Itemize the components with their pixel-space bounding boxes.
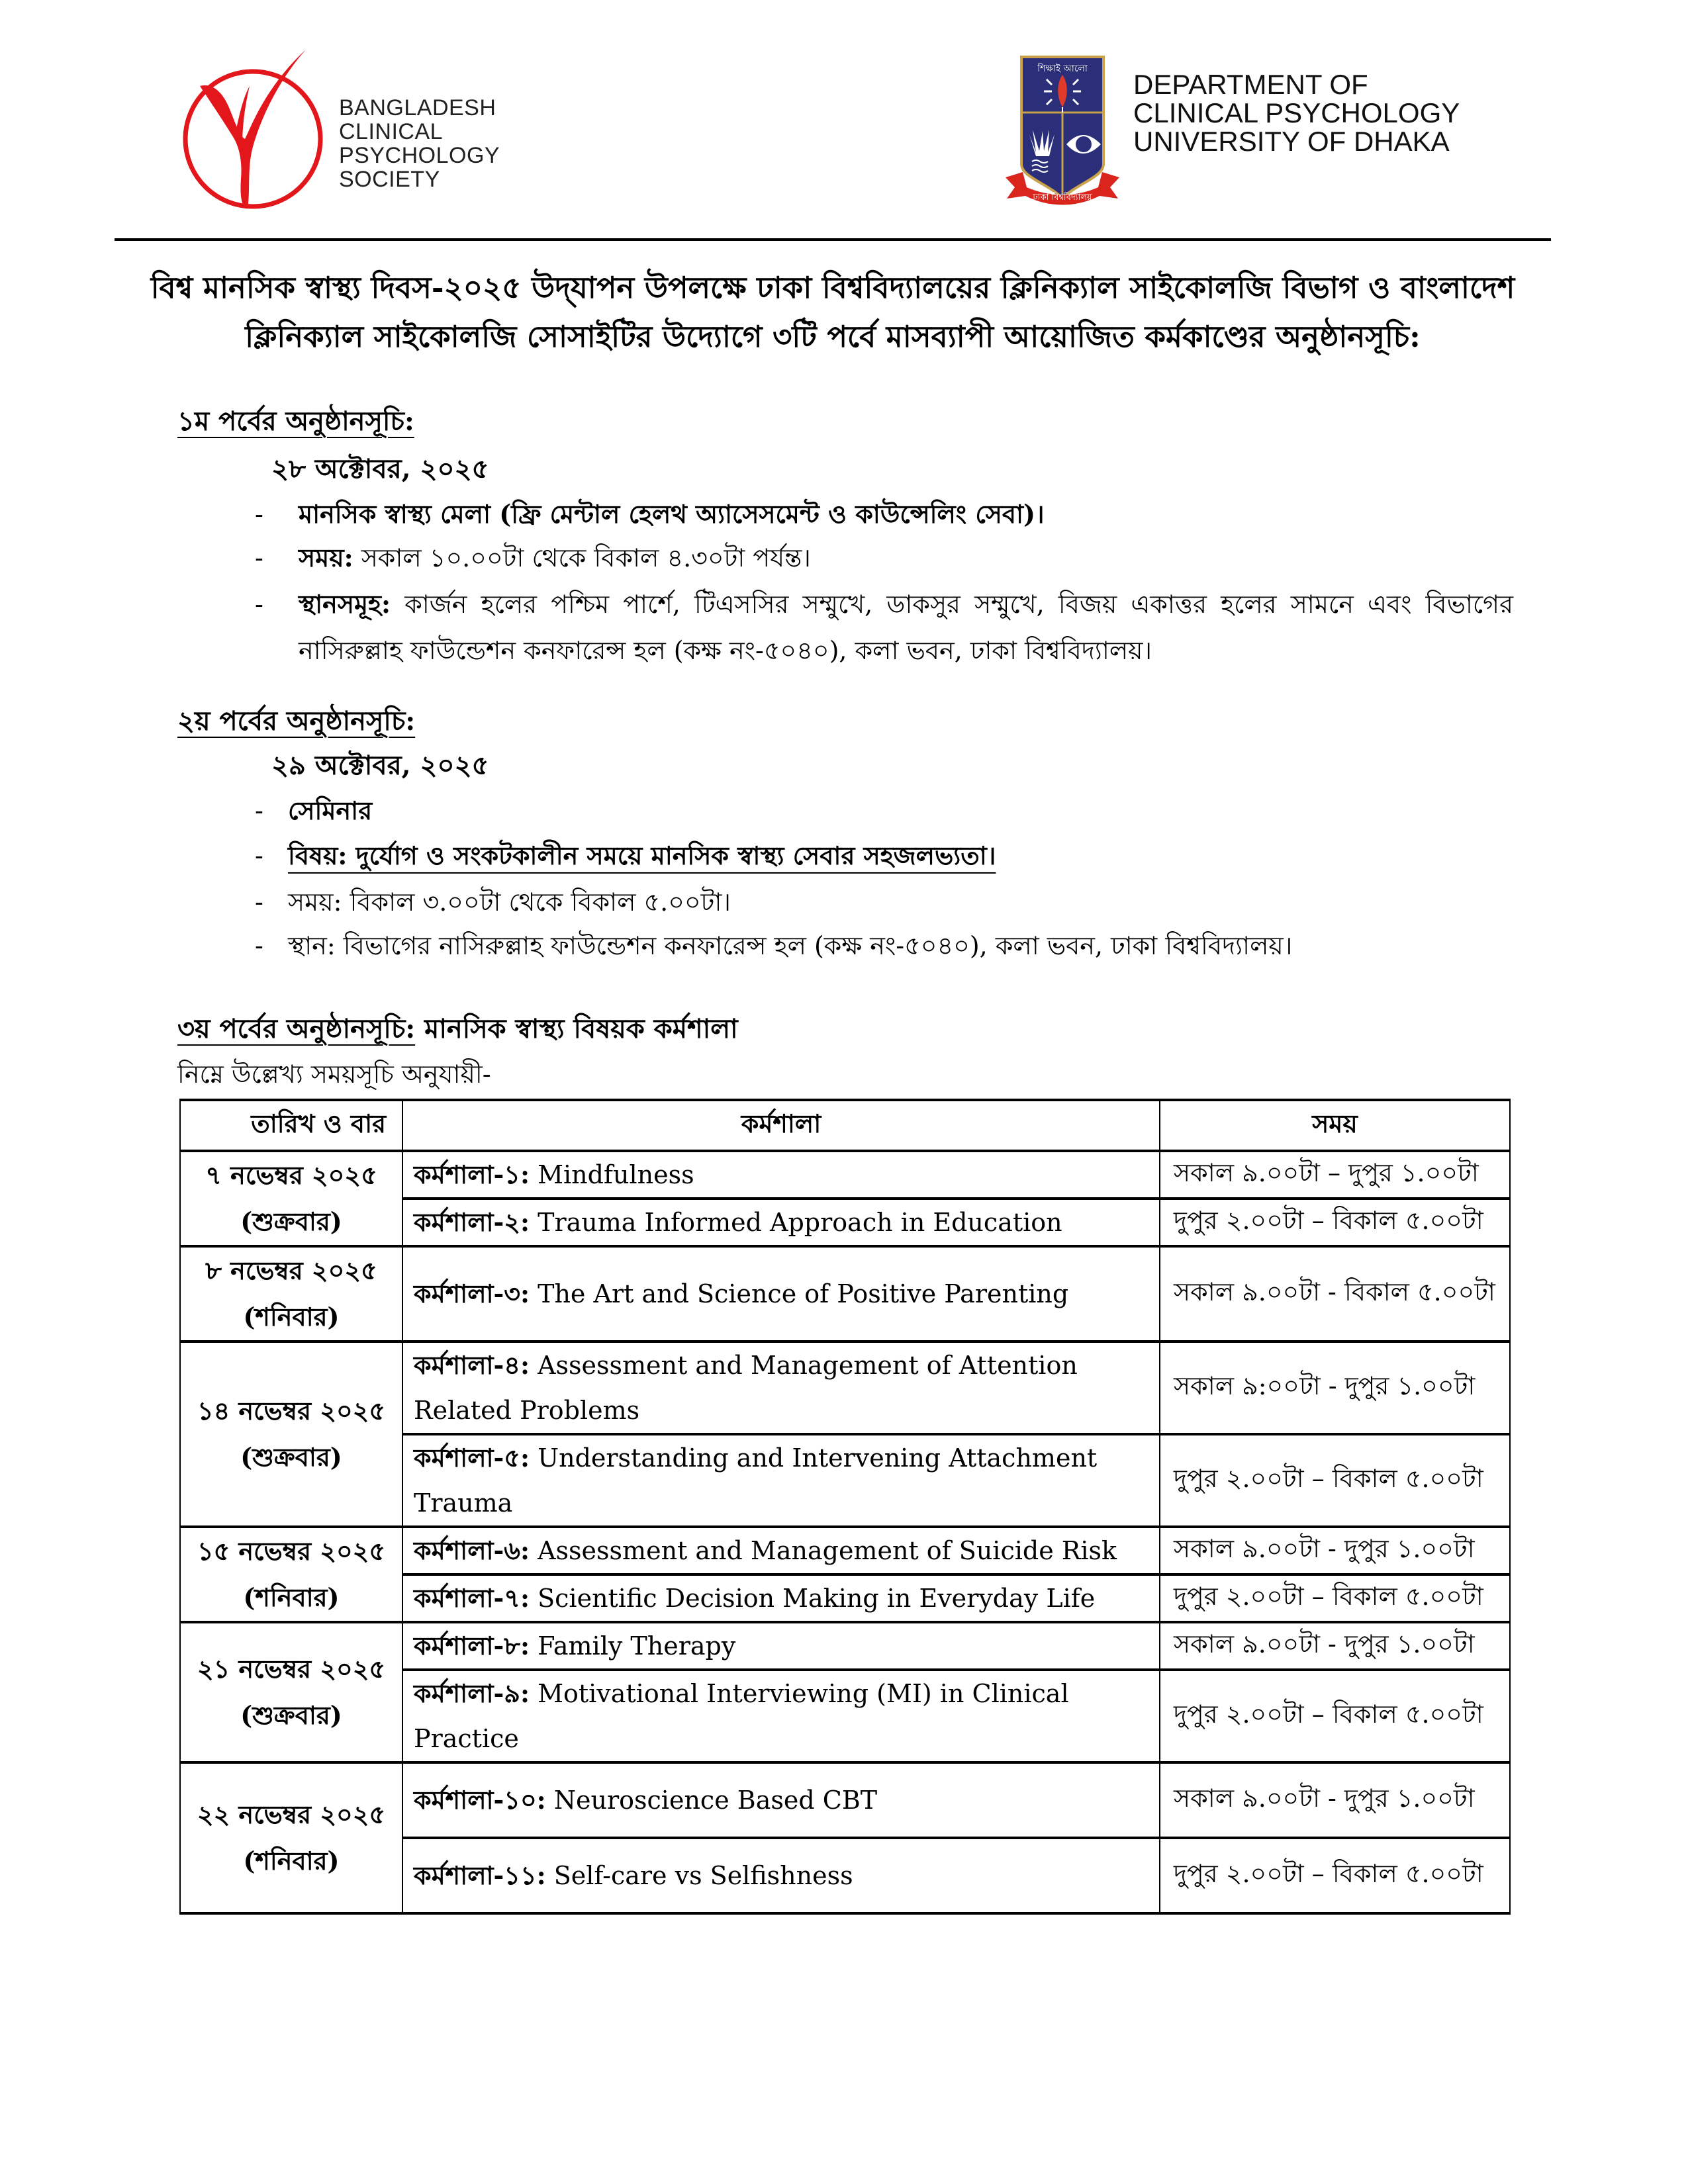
workshop-label: কর্মশালা-৩: — [414, 1279, 530, 1308]
date-text: ৮ নভেম্বর ২০২৫ — [205, 1255, 377, 1285]
workshop-title: Family Therapy — [529, 1631, 736, 1661]
workshop-title: Understanding and Intervening Attachment Trauma — [414, 1443, 1098, 1518]
bcps-name — [339, 96, 500, 191]
time-cell: সকাল ৯.০০টা – দুপুর ১.০০টা — [1160, 1151, 1510, 1199]
workshop-label: কর্মশালা-১১: — [414, 1860, 546, 1890]
department-name-line: CLINICAL PSYCHOLOGY — [1133, 97, 1460, 128]
weekday-text: (শনিবার) — [243, 1582, 340, 1612]
table-row — [180, 1527, 1510, 1574]
crest-motto: শিক্ষাই আলো — [1037, 64, 1088, 74]
page-title — [115, 263, 1551, 361]
phase2-event-item — [255, 794, 1513, 827]
bullet-dash: - — [255, 590, 263, 619]
weekday-text: (শনিবার) — [243, 1846, 340, 1876]
bcps-name-line: BANGLADESH — [339, 95, 496, 120]
date-text: ২১ নভেম্বর ২০২৫ — [197, 1654, 386, 1684]
university-of-dhaka-crest — [1003, 52, 1122, 210]
workshop-cell — [402, 1670, 1160, 1762]
date-text: ৭ নভেম্বর ২০২৫ — [205, 1160, 377, 1190]
table-row — [180, 1622, 1510, 1670]
time-cell: দুপুর ২.০০টা – বিকাল ৫.০০টা — [1160, 1574, 1510, 1622]
table-row — [180, 1762, 1510, 1838]
workshop-title: Scientific Decision Making in Everyday Life — [530, 1584, 1096, 1613]
phase3-note: নিম্নে উল্লেখ্য সময়সূচি অনুযায়ী- — [177, 1060, 491, 1089]
phase3-heading-text: ৩য় পর্বের অনুষ্ঠানসূচি: — [177, 1013, 416, 1044]
phase2-topic-item — [255, 839, 1513, 879]
workshop-cell — [402, 1342, 1160, 1434]
phase2-event: সেমিনার — [288, 796, 373, 825]
workshop-label: কর্মশালা-৯: — [414, 1678, 530, 1708]
bullet-dash: - — [255, 543, 263, 572]
time-cell: সকাল ৯:০০টা - দুপুর ১.০০টা — [1160, 1342, 1510, 1434]
workshop-label: কর্মশালা-২: — [414, 1207, 530, 1237]
phase1-time-label: সময়: — [299, 543, 353, 572]
department-name-line: UNIVERSITY OF DHAKA — [1133, 126, 1450, 157]
phase1-venue-value: কার্জন হলের পশ্চিম পার্শে, টিএসসির সম্মুখে, ডাকসুর সম্মুখে, বিজয় একাত্তর হলের সামনে এবং বিভাগের নাসিরুল্লাহ ফাউন্ডেশন কনফারেন্স হল (কক্ষ নং-৫০৪০), কলা ভবন, ঢাকা বিশ্ববিদ্যালয়। — [299, 590, 1513, 665]
phase2-venue-item — [255, 929, 1513, 962]
department-name-line: DEPARTMENT OF — [1133, 69, 1368, 100]
column-header-workshop: কর্মশালা — [402, 1100, 1160, 1151]
weekday-text: (শুক্রবার) — [240, 1206, 342, 1236]
time-cell: সকাল ৯.০০টা - দুপুর ১.০০টা — [1160, 1622, 1510, 1670]
workshop-label: কর্মশালা-৭: — [414, 1583, 530, 1613]
workshop-title: Motivational Interviewing (MI) in Clinical Practice — [414, 1679, 1069, 1753]
phase3-heading-suffix: মানসিক স্বাস্থ্য বিষয়ক কর্মশালা — [415, 1013, 738, 1044]
workshop-label: কর্মশালা-৬: — [414, 1535, 530, 1565]
workshop-label: কর্মশালা-৫: — [414, 1443, 530, 1473]
weekday-text: (শুক্রবার) — [240, 1700, 342, 1730]
page-title-line: বিশ্ব মানসিক স্বাস্থ্য দিবস-২০২৫ উদ্‌যাপন উপলক্ষে ঢাকা বিশ্ববিদ্যালয়ের ক্লিনিক্যাল সাইকোলজি বিভাগ ও বাংলাদেশ — [150, 270, 1515, 305]
time-cell: দুপুর ২.০০টা – বিকাল ৫.০০টা — [1160, 1434, 1510, 1527]
workshop-cell — [402, 1199, 1160, 1246]
crest-banner: ঢাকা বিশ্ববিদ্যালয় — [1033, 193, 1092, 203]
phase2-time-item — [255, 886, 1513, 919]
department-name — [1133, 70, 1460, 156]
phase1-time-item — [255, 541, 1513, 574]
time-cell: সকাল ৯.০০টা - বিকাল ৫.০০টা — [1160, 1246, 1510, 1342]
workshop-cell — [402, 1622, 1160, 1670]
workshop-title: Assessment and Management of Attention Related Problems — [414, 1351, 1078, 1425]
bcps-name-line: CLINICAL — [339, 119, 444, 144]
weekday-text: (শুক্রবার) — [240, 1442, 342, 1472]
phase2-heading-text: ২য় পর্বের অনুষ্ঠানসূচি: — [177, 705, 416, 737]
bcps-logo-icon — [173, 46, 332, 215]
table-row — [180, 1342, 1510, 1434]
workshop-cell — [402, 1527, 1160, 1574]
bullet-dash: - — [255, 796, 263, 825]
phase1-venue-label: স্থানসমূহ: — [299, 589, 391, 619]
header-divider — [115, 238, 1551, 241]
table-row — [180, 1151, 1510, 1199]
workshop-label: কর্মশালা-৪: — [414, 1350, 530, 1380]
phase2-heading — [177, 705, 415, 738]
workshop-label: কর্মশালা-৮: — [414, 1631, 530, 1661]
date-cell — [180, 1622, 402, 1762]
bullet-dash: - — [255, 841, 263, 870]
time-cell: সকাল ৯.০০টা - দুপুর ১.০০টা — [1160, 1527, 1510, 1574]
time-cell: দুপুর ২.০০টা – বিকাল ৫.০০টা — [1160, 1199, 1510, 1246]
phase2-topic: বিষয়: দুর্যোগ ও সংকটকালীন সময়ে মানসিক স্বাস্থ্য সেবার সহজলভ্যতা। — [288, 841, 996, 870]
university-of-dhaka-crest-icon — [1003, 52, 1122, 210]
bullet-dash: - — [255, 931, 263, 960]
phase3-heading — [177, 1013, 738, 1046]
phase2-venue: স্থান: বিভাগের নাসিরুল্লাহ ফাউন্ডেশন কনফারেন্স হল (কক্ষ নং-৫০৪০), কলা ভবন, ঢাকা বিশ্ববিদ্যালয়। — [288, 931, 1293, 960]
bullet-dash: - — [255, 887, 263, 917]
page-title-line: ক্লিনিক্যাল সাইকোলজি সোসাইটির উদ্যোগে ৩টি পর্বে মাসব্যাপী আয়োজিত কর্মকাণ্ডের অনুষ্ঠানসূচি: — [245, 319, 1421, 354]
workshop-title: The Art and Science of Positive Parenting — [530, 1279, 1069, 1308]
bcps-name-line: SOCIETY — [339, 167, 440, 192]
phase1-heading-text: ১ম পর্বের অনুষ্ঠানসূচি: — [177, 406, 414, 437]
workshop-cell — [402, 1246, 1160, 1342]
column-header-time: সময় — [1160, 1100, 1510, 1151]
workshop-title: Assessment and Management of Suicide Risk — [530, 1536, 1117, 1565]
date-cell — [180, 1151, 402, 1246]
workshop-cell — [402, 1838, 1160, 1913]
workshop-label: কর্মশালা-১০: — [414, 1785, 546, 1815]
workshop-title: Trauma Informed Approach in Education — [530, 1208, 1062, 1237]
workshop-cell — [402, 1762, 1160, 1838]
bullet-dash: - — [255, 500, 263, 529]
workshop-cell — [402, 1574, 1160, 1622]
workshop-label: কর্মশালা-১: — [414, 1160, 530, 1189]
workshop-cell — [402, 1434, 1160, 1527]
phase1-event-item — [255, 498, 1513, 531]
phase2-date: ২৯ অক্টোবর, ২০২৫ — [271, 750, 489, 781]
time-cell: দুপুর ২.০০টা – বিকাল ৫.০০টা — [1160, 1670, 1510, 1762]
date-cell — [180, 1527, 402, 1622]
date-text: ২২ নভেম্বর ২০২৫ — [197, 1799, 386, 1829]
phase2-time: সময়: বিকাল ৩.০০টা থেকে বিকাল ৫.০০টা। — [288, 887, 731, 917]
workshop-title: Mindfulness — [529, 1160, 694, 1189]
table-row — [180, 1246, 1510, 1342]
workshop-title: Neuroscience Based CBT — [545, 1786, 878, 1815]
phase1-event: মানসিক স্বাস্থ্য মেলা (ফ্রি মেন্টাল হেলথ অ্যাসেসমেন্ট ও কাউন্সেলিং সেবা)। — [299, 499, 1045, 529]
date-text: ১৪ নভেম্বর ২০২৫ — [197, 1396, 386, 1426]
phase1-heading — [177, 405, 414, 438]
workshop-schedule-table — [179, 1099, 1511, 1915]
phase1-time-value: সকাল ১০.০০টা থেকে বিকাল ৪.৩০টা পর্যন্ত। — [353, 543, 811, 572]
table-header-row — [180, 1100, 1510, 1151]
time-cell: সকাল ৯.০০টা - দুপুর ১.০০টা — [1160, 1762, 1510, 1838]
phase1-venue-item — [255, 581, 1513, 674]
date-cell — [180, 1342, 402, 1527]
bcps-logo — [173, 46, 504, 215]
bcps-name-line: PSYCHOLOGY — [339, 143, 500, 168]
weekday-text: (শনিবার) — [243, 1302, 340, 1332]
column-header-date: তারিখ ও বার — [180, 1100, 402, 1151]
workshop-cell — [402, 1151, 1160, 1199]
date-text: ১৫ নভেম্বর ২০২৫ — [197, 1536, 386, 1566]
date-cell — [180, 1762, 402, 1913]
workshop-title: Self-care vs Selfishness — [545, 1861, 853, 1890]
phase1-date: ২৮ অক্টোবর, ২০২৫ — [271, 453, 489, 484]
time-cell: দুপুর ২.০০টা – বিকাল ৫.০০টা — [1160, 1838, 1510, 1913]
date-cell — [180, 1246, 402, 1342]
